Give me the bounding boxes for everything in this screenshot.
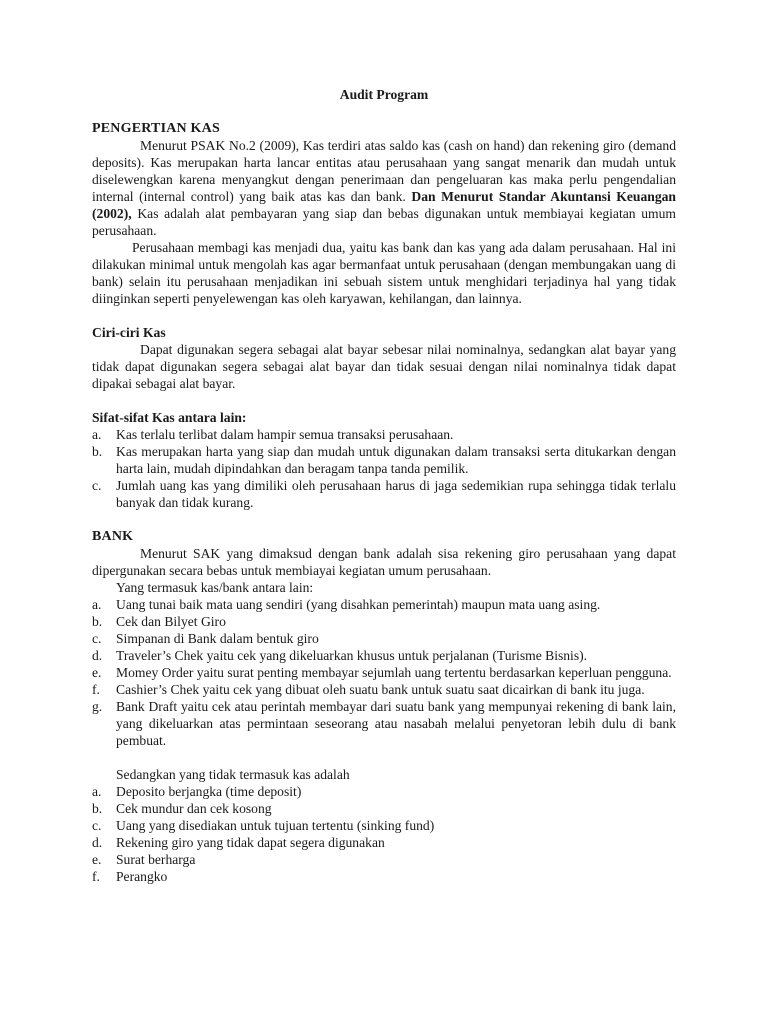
list-item [92, 613, 676, 630]
paragraph-bank-2: Yang termasuk kas/bank antara lain: [116, 580, 314, 595]
section-heading-pengertian-kas: PENGERTIAN KAS [92, 121, 220, 136]
list-item-text: Surat berharga [116, 852, 196, 867]
list-item-text: Kas merupakan harta yang siap dan mudah untuk digunakan dalam transaksi serta ditukarkan dengan harta lain, mudah dipindahkan dan beragam tanpa tanda pemilik. [116, 444, 676, 476]
list-item [92, 817, 676, 834]
list-item-text: Rekening giro yang tidak dapat segera digunakan [116, 835, 385, 850]
list-marker: d. [92, 835, 103, 850]
list-item [92, 443, 676, 477]
list-marker: a. [92, 427, 102, 442]
list-item-text: Cek dan Bilyet Giro [116, 614, 226, 629]
list-marker: g. [92, 699, 103, 714]
list-marker: c. [92, 478, 102, 493]
list-marker: b. [92, 444, 103, 459]
list-item-text: Cashier’s Chek yaitu cek yang dibuat oleh suatu bank untuk suatu saat dicairkan di bank itu juga. [116, 682, 645, 697]
list-item [92, 834, 676, 851]
section-heading-ciri-kas: Ciri-ciri Kas [92, 325, 166, 340]
list-item [92, 596, 676, 613]
list-marker: b. [92, 801, 103, 816]
paragraph-ciri-1: Dapat digunakan segera sebagai alat bayar sebesar nilai nominalnya, sedangkan alat bayar yang tidak dapat digunakan segera sebagai alat bayar dan tidak sesuai dengan nilai nominalnya tidak dapat dipakai sebagai alat bayar. [92, 342, 676, 391]
list-marker: b. [92, 614, 103, 629]
list-item [92, 426, 676, 443]
list-item [92, 477, 676, 511]
list-item-text: Momey Order yaitu surat penting membayar sejumlah uang tertentu berdasarkan keperluan pengguna. [116, 665, 672, 680]
paragraph-pengertian-1 [92, 137, 676, 239]
list-item [92, 647, 676, 664]
list-marker: f. [92, 869, 100, 884]
list-item-text: Perangko [116, 869, 168, 884]
document-title: Audit Program [339, 87, 429, 102]
paragraph-bank-1: Menurut SAK yang dimaksud dengan bank adalah sisa rekening giro perusahaan yang dapat dipergunakan secara bebas untuk membiayai kegiatan umum perusahaan. [92, 546, 676, 578]
list-marker: f. [92, 682, 100, 697]
list-item-text: Uang tunai baik mata uang sendiri (yang disahkan pemerintah) maupun mata uang asing. [116, 597, 601, 612]
list-sifat-kas [92, 426, 676, 511]
list-item [92, 868, 676, 885]
section-heading-bank: BANK [92, 529, 134, 544]
list-marker: a. [92, 784, 102, 799]
list-item [92, 681, 676, 698]
list-marker: d. [92, 648, 103, 663]
list-termasuk-kas [92, 596, 676, 749]
list-item-text: Kas terlalu terlibat dalam hampir semua transaksi perusahaan. [116, 427, 454, 442]
list-item-text: Traveler’s Chek yaitu cek yang dikeluarkan khusus untuk perjalanan (Turisme Bisnis). [116, 648, 588, 663]
list-item-text: Uang yang disediakan untuk tujuan tertentu (sinking fund) [116, 818, 435, 833]
list-item [92, 800, 676, 817]
paragraph-text: Kas adalah alat pembayaran yang siap dan bebas digunakan untuk membiayai kegiatan umum perusahaan. [92, 206, 676, 238]
list-item [92, 851, 676, 868]
paragraph-bank-3: Sedangkan yang tidak termasuk kas adalah [116, 767, 350, 782]
list-marker: c. [92, 631, 102, 646]
list-item-text: Jumlah uang kas yang dimiliki oleh perusahaan harus di jaga sedemikian rupa sehingga tidak terlalu banyak dan tidak kurang. [116, 478, 676, 510]
list-marker: c. [92, 818, 102, 833]
list-item [92, 783, 676, 800]
list-marker: e. [92, 665, 102, 680]
list-item-text: Deposito berjangka (time deposit) [116, 784, 302, 799]
list-item-text: Cek mundur dan cek kosong [116, 801, 272, 816]
paragraph-text: Menurut PSAK No.2 (2009), Kas terdiri atas saldo kas (cash on hand) dan rekening giro (demand deposits). Kas merupakan harta lancar entitas atau perusahaan yang sangat menarik dan mudah untuk diselewengkan karena menyangkut dengan penerimaan dan pengeluaran kas maka perlu pengendalian internal (internal control) yang baik atas kas dan bank. [92, 138, 676, 204]
list-item-text: Simpanan di Bank dalam bentuk giro [116, 631, 319, 646]
list-item [92, 664, 676, 681]
list-item [92, 698, 676, 749]
list-marker: a. [92, 597, 102, 612]
paragraph-pengertian-2: Perusahaan membagi kas menjadi dua, yaitu kas bank dan kas yang ada dalam perusahaan. Hal ini dilakukan minimal untuk mengolah kas agar bermanfaat untuk perusahaan (dengan membungakan uang di bank) selain itu perusahaan menjadikan ini sebuah sistem untuk menghidari terjadinya hal yang tidak diinginkan seperti penyelewengan kas oleh karyawan, kehilangan, dan lainnya. [92, 240, 676, 306]
list-marker: e. [92, 852, 102, 867]
section-heading-sifat-kas: Sifat-sifat Kas antara lain: [92, 410, 247, 425]
list-item-text: Bank Draft yaitu cek atau perintah membayar dari suatu bank yang mempunyai rekening di bank lain, yang dikeluarkan atas permintaan seseorang atau nasabah melalui penyetoran lebih dulu di bank pembuat. [116, 699, 676, 748]
bold-reference: Dan Menurut Standar Akuntansi Keuangan (2002), [92, 189, 676, 221]
list-tidak-termasuk-kas [92, 783, 676, 885]
list-item [92, 630, 676, 647]
